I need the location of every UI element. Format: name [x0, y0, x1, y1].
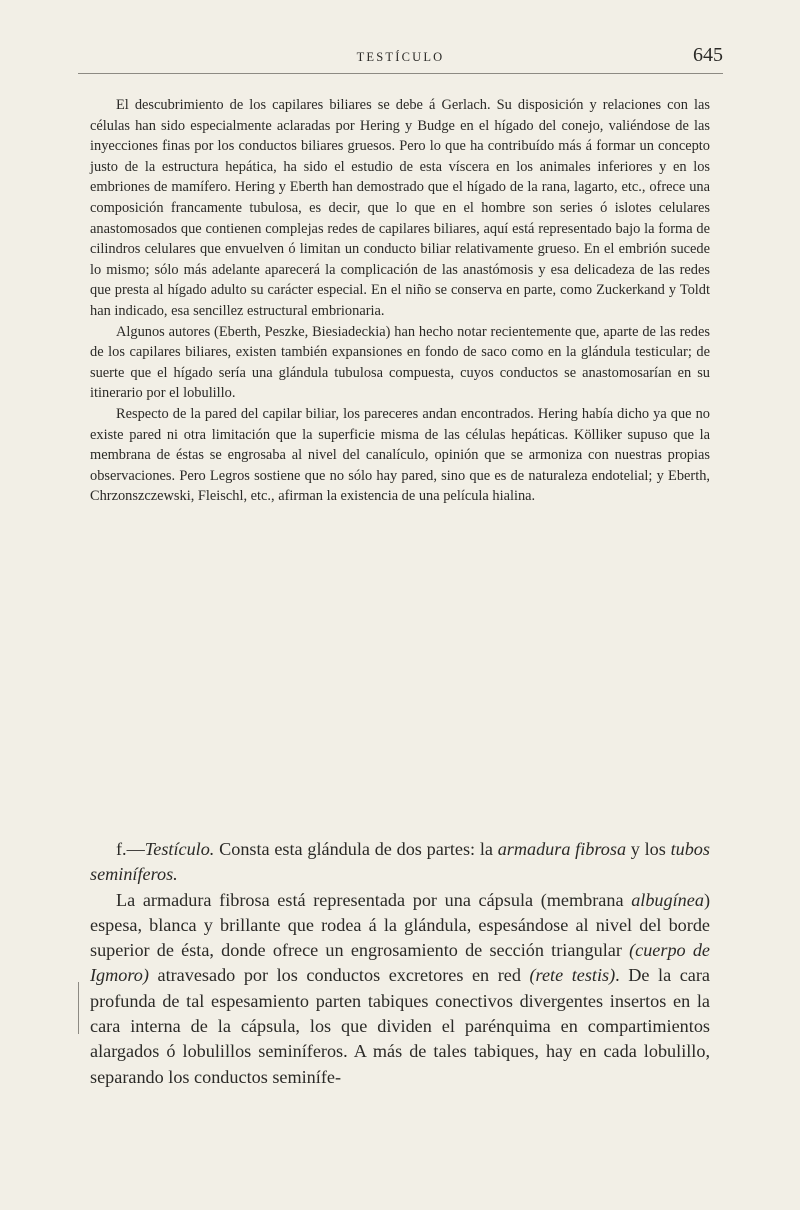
testicle-section — [90, 837, 710, 1090]
armadura-text-4: . De la cara profunda de tal espesamiento parten tabiques conectivos divergentes insertos en la cara interna de la cápsula, los que dividen el parénquima en compartimientos alargados ó lobulillos seminíferos. A más de tales tabiques, hay en cada lobulillo, separando los conductos seminífe- — [90, 965, 711, 1087]
margin-mark — [78, 982, 79, 1034]
paragraph-capillary-wall: Respecto de la pared del capilar biliar, los pareceres andan encontrados. Hering había dicho ya que no existe pared ni otra limitación que la superficie misma de las células hepáticas. Kölliker supuso que la membrana de éstas se engrosaba al nivel del canalículo, opinión que se armoniza con nuestras propias observaciones. Pero Legros sostiene que no sólo hay pared, sino que es de naturaleza endotelial; y Eberth, Chrzonszczewski, Fleischl, etc., afirman la existencia de una película hialina. — [90, 405, 710, 505]
running-head: TESTÍCULO — [356, 50, 445, 64]
intro-text-2: y los — [626, 839, 671, 859]
header-rule — [78, 73, 723, 74]
armadura-text-3: atravesado por los conductos excretores en red — [148, 965, 530, 986]
small-print-section — [90, 95, 710, 507]
term-armadura-fibrosa: armadura fibrosa — [497, 839, 627, 859]
paragraph-gerlach: El descubrimiento de los capilares biliares se debe á Gerlach. Su disposición y relaciones con las células han sido especialmente aclaradas por Hering y Budge en el hígado del conejo, valiéndose de las inyecciones finas por los conductos biliares gruesos. Pero lo que ha contribuído más á formar un concepto justo de la estructura hepática, ha sido el estudio de esta víscera en los animales inferiores y en los embriones de mamífero. Hering y Eberth han demostrado que el hígado de la rana, lagarto, etc., ofrece una composición francamente tubulosa, es decir, que lo que en el hombre son series ó islotes celulares anastomosados que contienen complejas redes de capilares biliares, aquí está representado bajo la forma de cilindros celulares que envuelven ó limitan un conducto biliar relativamente grueso. En el embrión sucede lo mismo; sólo más adelante aparecerá la complicación de las anastómosis y esa delicadeza de las redes que presta al hígado adulto su carácter especial. En el niño se conserva en parte, como Zuckerkand y Toldt han indicado, esa sencillez estructural embrionaria. — [90, 97, 710, 319]
term-rete-testis: (rete testis) — [529, 965, 616, 986]
page-number: 645 — [693, 44, 723, 66]
armadura-paragraph — [90, 888, 710, 1090]
term-albuginea: albugínea — [631, 889, 704, 910]
section-heading: Testículo. — [144, 839, 215, 859]
armadura-text-2: ) espesa, blanca y brillante que rodea á la glándula, espesándose al nivel del borde superior de ésta, donde ofrece un engrosamiento de sección triangular — [90, 889, 710, 961]
page-header — [78, 44, 723, 74]
intro-text-1: Consta esta glándula de dos partes: la — [214, 839, 498, 859]
paragraph-eberth: Algunos autores (Eberth, Peszke, Biesiadeckia) han hecho notar recientemente que, aparte de las redes de los capilares biliares, existen también expansiones en fondo de saco como en la glándula testicular; de suerte que el hígado sería una glándula tubulosa compuesta, cuyos conductos se anastomosarían en su itinerario por el lobulillo. — [90, 323, 710, 402]
term-tubos-seminiferos: tubos seminíferos. — [90, 839, 710, 885]
term-cuerpo-de-igmoro: (cuerpo de Igmoro) — [90, 940, 710, 986]
armadura-text-1: La armadura fibrosa está representada por una cápsula (membrana — [116, 889, 632, 910]
section-label: f.— — [116, 839, 145, 859]
section-intro-paragraph — [90, 837, 710, 888]
